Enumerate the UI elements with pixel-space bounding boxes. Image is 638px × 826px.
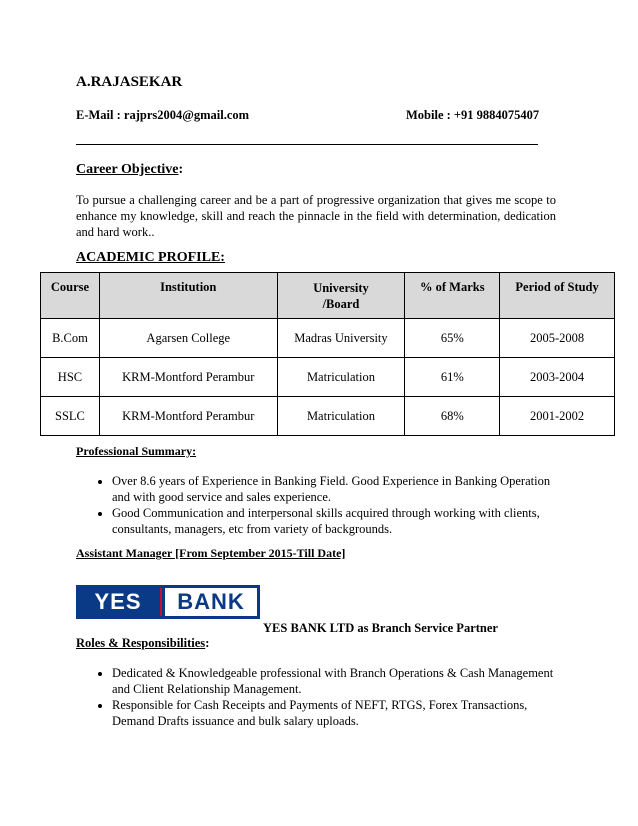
logo-separator (160, 588, 162, 616)
table-header-row (41, 273, 615, 319)
career-objective-text: To pursue a challenging career and be a part of progressive organization that gives me scope to enhance my knowledge, skill and reach the pinnacle in the field with determination, dedication and hard work.. (76, 193, 556, 239)
logo-bank-text: BANK (165, 588, 257, 616)
table-cell: KRM-Montford Perambur (99, 397, 277, 436)
table-cell: HSC (41, 358, 100, 397)
list-item: • Over 8.6 years of Experience in Banking Field. Good Experience in Banking Operation and with good service and sales experience. (112, 473, 562, 505)
table-cell: SSLC (41, 397, 100, 436)
table-cell: 65% (405, 319, 500, 358)
table-header-cell: Institution (99, 273, 277, 319)
table-cell: 68% (405, 397, 500, 436)
table-cell: Matriculation (277, 397, 405, 436)
roles-colon: : (205, 636, 210, 650)
career-objective-title: Career Objective (76, 162, 179, 177)
list-item: • Dedicated & Knowledgeable professional with Branch Operations & Cash Management and Client Relationship Management. (112, 665, 562, 697)
mobile-line: Mobile : +91 9884075407 (406, 108, 540, 122)
table-cell: Madras University (277, 319, 405, 358)
table-header-cell: Period of Study (500, 273, 615, 319)
roles-title: Roles & Responsibilities (76, 636, 206, 650)
logo-yes-text: YES (94, 589, 142, 614)
table-row (41, 319, 615, 358)
academic-table (40, 272, 615, 436)
yes-bank-logo (76, 585, 260, 619)
roles-heading (76, 636, 209, 651)
table-header-cell: Course (41, 273, 100, 319)
header-divider (76, 144, 538, 145)
professional-summary-heading: Professional Summary: (76, 444, 197, 458)
table-row (41, 397, 615, 436)
table-cell: 2003-2004 (500, 358, 615, 397)
professional-summary-list (90, 473, 562, 537)
job-title-heading: Assistant Manager [From September 2015-Till Date] (76, 546, 346, 560)
table-cell: Matriculation (277, 358, 405, 397)
academic-profile-heading: ACADEMIC PROFILE: (76, 250, 225, 265)
employer-partner-line: YES BANK LTD as Branch Service Partner (263, 621, 498, 635)
university-board-header: University /Board (313, 281, 369, 311)
list-item: • Responsible for Cash Receipts and Payments of NEFT, RTGS, Forex Transactions, Demand Drafts issuance and bulk salary uploads. (112, 697, 562, 729)
career-objective-heading (76, 162, 183, 178)
roles-list (90, 665, 562, 729)
candidate-name: A.RAJASEKAR (76, 74, 183, 90)
table-cell: 2005-2008 (500, 319, 615, 358)
table-cell: B.Com (41, 319, 100, 358)
table-cell: KRM-Montford Perambur (99, 358, 277, 397)
table-cell: Agarsen College (99, 319, 277, 358)
table-header-cell: % of Marks (405, 273, 500, 319)
table-header-cell (277, 273, 405, 319)
list-item: • Good Communication and interpersonal skills acquired through working with clients, consultants, managers, etc from variety of backgrounds. (112, 505, 562, 537)
table-row (41, 358, 615, 397)
table-cell: 2001-2002 (500, 397, 615, 436)
table-cell: 61% (405, 358, 500, 397)
career-objective-colon: : (178, 162, 184, 177)
email-line: E-Mail : rajprs2004@gmail.com (76, 108, 250, 122)
